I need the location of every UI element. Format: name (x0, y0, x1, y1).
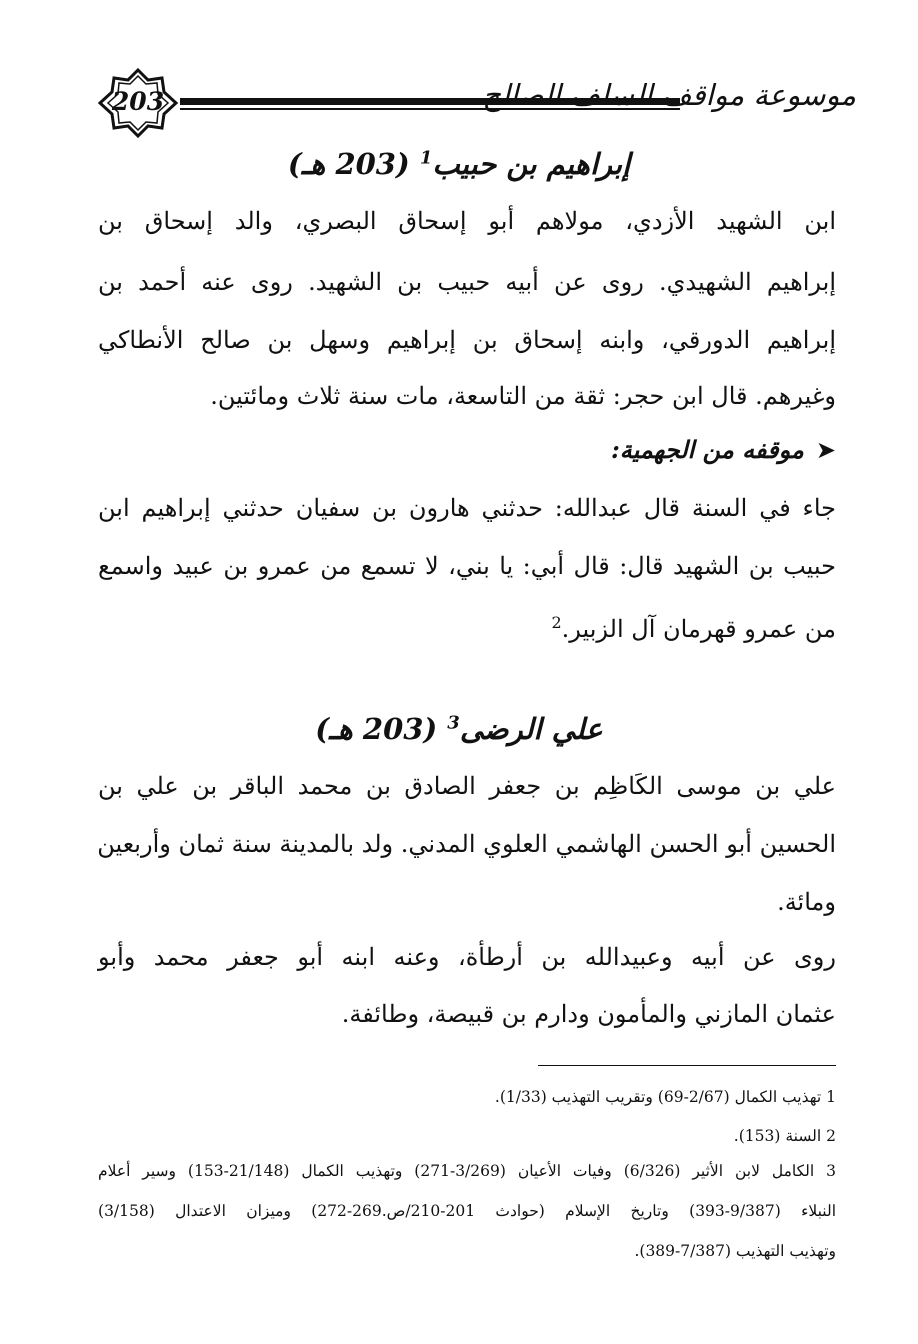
section2-line: ومائة. (777, 888, 836, 916)
section2-date: (203 هـ) (315, 712, 438, 746)
footnote-3-line: 3 الكامل لابن الأثير (6/326) وفيات الأعيان (3/269-271) وتهذيب الكمال (21/148-153) وسير أعلام (98, 1162, 836, 1180)
stance-subheading (611, 435, 836, 464)
section2-line: عثمان المازني والمأمون ودارم بن قبيصة، وطائفة. (341, 1000, 836, 1028)
section2-line: الحسين أبو الحسن الهاشمي العلوي المدني. ولد بالمدينة سنة ثمان وأربعين (97, 830, 836, 858)
footnote-ref-1: 1 (419, 147, 433, 169)
page-number: 203 (111, 87, 165, 116)
stance-line: حبيب بن الشهيد قال: قال أبي: يا بني، لا تسمع من عمرو بن عبيد واسمع (98, 552, 836, 580)
stance-line: جاء في السنة قال عبدالله: حدثني هارون بن سفيان حدثني إبراهيم ابن (98, 494, 836, 522)
footnote-2: 2 السنة (153). (733, 1127, 836, 1145)
stance-line-last (98, 607, 836, 645)
section1-date: (203 هـ) (287, 147, 410, 181)
footnote-1: 1 تهذيب الكمال (2/67-69) وتقريب التهذيب (1/33). (494, 1088, 836, 1106)
section1-line: ابن الشهيد الأزدي، مولاهم أبو إسحاق البصري، والد إسحاق بن (98, 207, 836, 235)
arrow-bullet-icon: ➤ (815, 436, 836, 464)
series-title: موسوعة مواقف السلف الصالح (482, 78, 856, 112)
section2-heading (0, 712, 918, 746)
footnote-ref-2: 2 (551, 613, 562, 632)
section2-line: روى عن أبيه وعبيدالله بن أرطأة، وعنه ابنه أبو جعفر محمد وأبو (98, 943, 836, 971)
section1-heading (0, 147, 918, 181)
footnote-3-line: وتهذيب التهذيب (7/387-389). (634, 1242, 836, 1260)
stance-subheading-text: موقفه من الجهمية: (610, 435, 804, 464)
footnote-3-line: النبلاء (9/387-393) وتاريخ الإسلام (حوادث 201-210/ص.269-272) وميزان الاعتدال (3/158) (98, 1202, 836, 1220)
section2-line: علي بن موسى الكَاظِم بن جعفر الصادق بن محمد الباقر بن علي بن (98, 772, 836, 800)
section2-heading-name: علي الرضى (459, 712, 603, 746)
section1-line: إبراهيم الدورقي، وابنه إسحاق بن إبراهيم وسهل بن صالح الأنطاكي (98, 326, 836, 354)
section1-line: وغيرهم. قال ابن حجر: ثقة من التاسعة، مات سنة ثلاث ومائتين. (210, 382, 836, 410)
page-number-badge (96, 68, 180, 138)
stance-line-text: من عمرو قهرمان آل الزبير. (561, 615, 836, 643)
page-header (96, 68, 856, 138)
section1-line: إبراهيم الشهيدي. روى عن أبيه حبيب بن الشهيد. روى عنه أحمد بن (98, 268, 836, 296)
footnote-ref-3: 3 (447, 712, 460, 734)
footnote-divider (538, 1065, 836, 1066)
section1-heading-name: إبراهيم بن حبيب (432, 147, 631, 181)
